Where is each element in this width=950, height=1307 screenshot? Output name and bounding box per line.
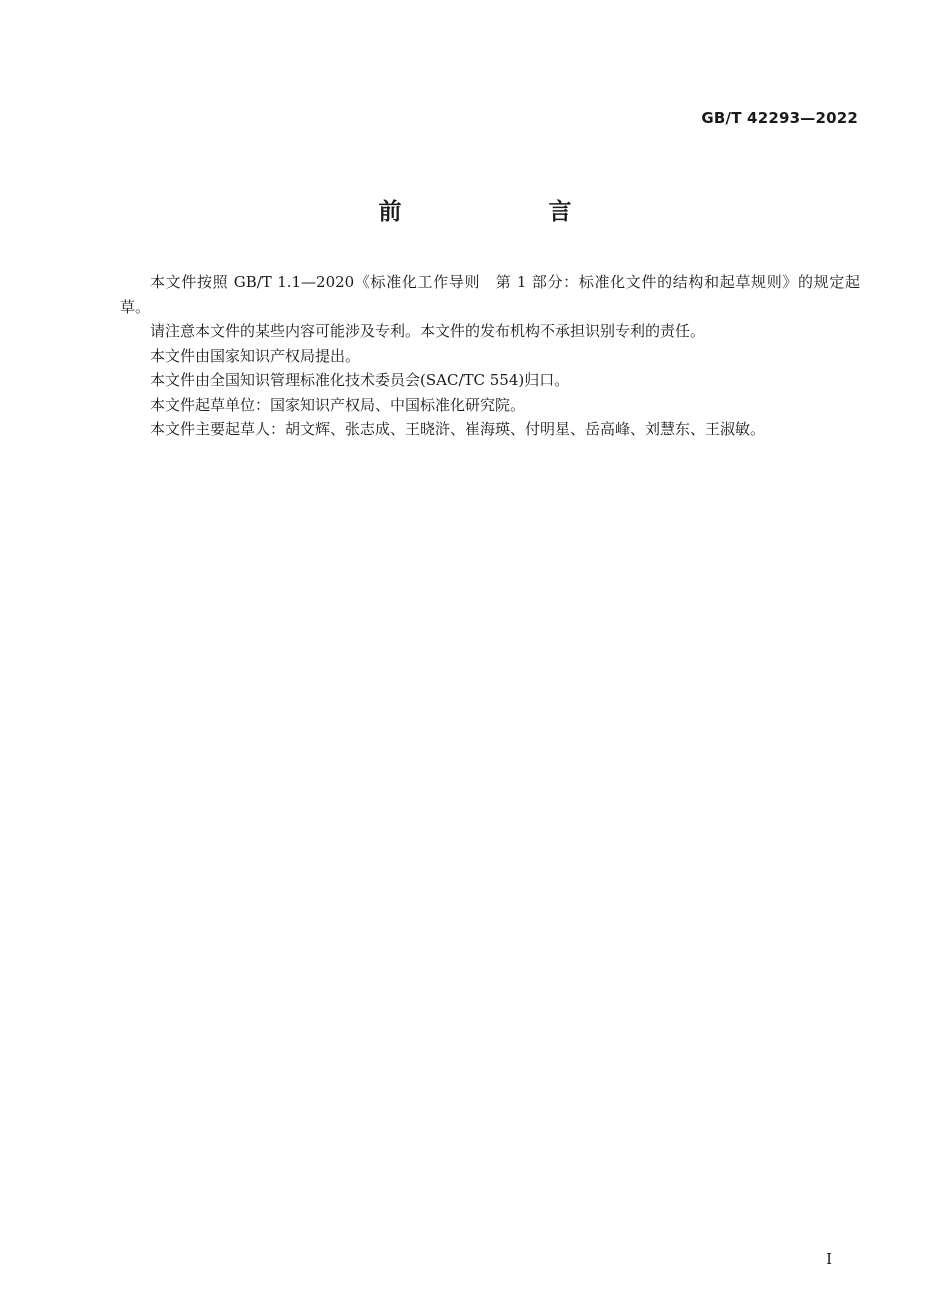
paragraph-drafters: 本文件主要起草人：胡文辉、张志成、王晓浒、崔海瑛、付明星、岳高峰、刘慧东、王淑敏。 [150, 420, 766, 438]
paragraph-patent-notice: 请注意本文件的某些内容可能涉及专利。本文件的发布机构不承担识别专利的责任。 [150, 322, 706, 340]
foreword-body [120, 270, 860, 442]
page-number: I [826, 1250, 832, 1268]
paragraph-drafting-rules: 本文件按照 GB/T 1.1—2020《标准化工作导则 第 1 部分：标准化文件的结构和起草规则》的规定起草。 [120, 273, 860, 316]
paragraph-drafting-units: 本文件起草单位：国家知识产权局、中国标准化研究院。 [150, 395, 526, 414]
paragraph-technical-committee: 本文件由全国知识管理标准化技术委员会(SAC/TC 554)归口。 [150, 371, 570, 389]
page-title: 前 言 [378, 199, 634, 225]
paragraph-proposer: 本文件由国家知识产权局提出。 [150, 346, 361, 365]
standard-number: GB/T 42293—2022 [701, 109, 858, 127]
